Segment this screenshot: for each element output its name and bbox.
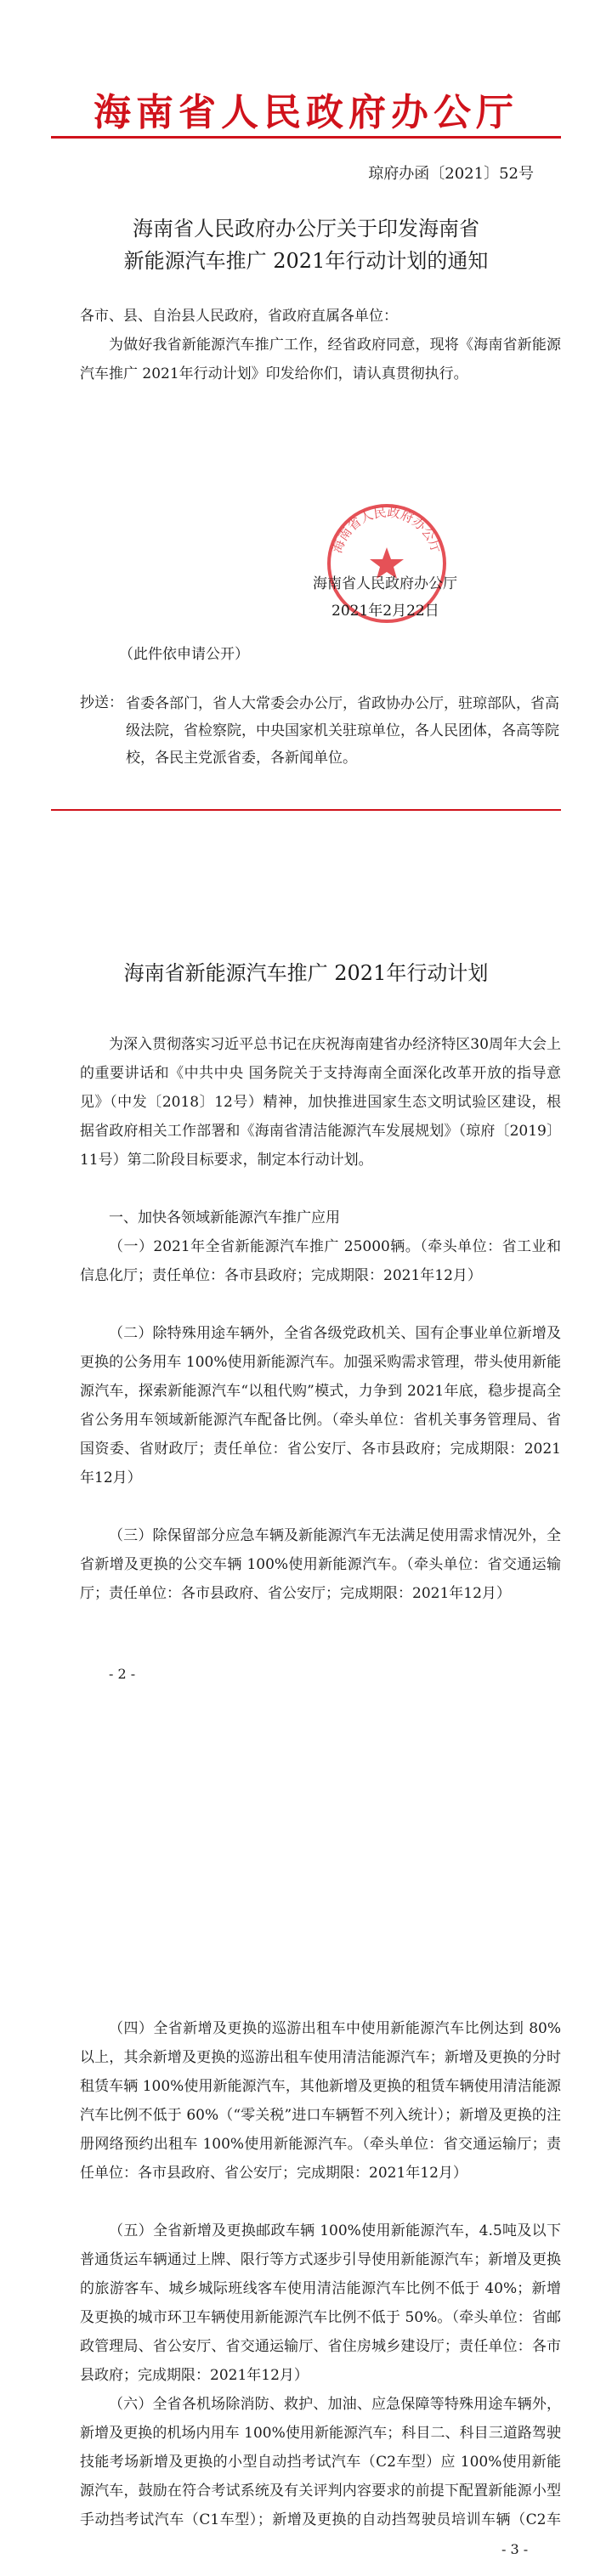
disclosure-note: （此件依申请公开） bbox=[119, 646, 249, 663]
notice-title-line2: 新能源汽车推广 2021年行动计划的通知 bbox=[123, 249, 489, 273]
plan-item-1: （一）2021年全省新能源汽车推广 25000辆。（牵头单位：省工业和信息化厅；责任单位：各市县政府；完成期限：2021年12月） bbox=[80, 1238, 561, 1284]
page-number-2: - 2 - bbox=[109, 1666, 136, 1682]
plan-item-4: （四）全省新增及更换的巡游出租车中使用新能源汽车比例达到 80%以上，其余新增及更换的巡游出租车使用清洁能源汽车；新增及更换的分时租赁车辆 100%使用新能源汽车，其他新增及更换的租赁车辆使用清洁能源汽车比例不低于 60%（“零关税”进口车辆暂不列入统计）；新增及更换的注册网络预约出租车 100%使用新能源汽车。（牵头单位：省交通运输厅；责任单位：各市县政府、省公安厅；完成期限：2021年12月） bbox=[80, 2020, 561, 2182]
notice-title bbox=[51, 212, 561, 277]
plan-intro: 为深入贯彻落实习近平总书记在庆祝海南建省办经济特区30周年大会上的重要讲话和《中共中央 国务院关于支持海南全面深化改革开放的指导意见》（中发〔2018〕12号）精神，加快推进国家生态文明试验区建设，根据省政府相关工作部署和《海南省清洁能源汽车发展规划》（琼府〔2019〕11号）第二阶段目标要求，制定本行动计划。 bbox=[80, 1036, 561, 1169]
plan-item-5: （五）全省新增及更换邮政车辆 100%使用新能源汽车，4.5吨及以下普通货运车辆通过上牌、限行等方式逐步引导使用新能源汽车；新增及更换的旅游客车、城乡城际班线客车使用清洁能源汽车比例不低于 40%；新增及更换的城市环卫车辆使用新能源汽车比例不低于 50%。（牵头单位：省邮政管理局、省公安厅、省交通运输厅、省住房城乡建设厅；责任单位：各市县政府；完成期限：2021年12月） bbox=[80, 2222, 561, 2384]
issuer-name: 海南省人民政府办公厅 bbox=[313, 575, 457, 592]
notice-body: 为做好我省新能源汽车推广工作，经省政府同意，现将《海南省新能源汽车推广 2021年行动计划》印发给你们，请认真贯彻执行。 bbox=[80, 337, 561, 382]
letterhead-divider bbox=[51, 136, 561, 139]
notice-title-line1: 海南省人民政府办公厅关于印发海南省 bbox=[133, 217, 479, 241]
cc-recipients: 省委各部门，省人大常委会办公厅，省政协办公厅，驻琼部队，省高级法院，省检察院，中央国家机关驻琼单位，各人民团体，各高等院校，各民主党派省委，各新闻单位。 bbox=[126, 695, 559, 767]
plan-title: 海南省新能源汽车推广 2021年行动计划 bbox=[123, 961, 489, 985]
cc-label: 抄送： bbox=[80, 694, 123, 711]
page-number-3: - 3 - bbox=[502, 2541, 529, 2557]
plan-item-3: （三）除保留部分应急车辆及新能源汽车无法满足使用需求情况外，全省新增及更换的公交车辆 100%使用新能源汽车。（牵头单位：省交通运输厅；责任单位：各市县政府、省公安厅；完成期限：2021年12月） bbox=[80, 1527, 561, 1602]
section-heading-1: 一、加快各领域新能源汽车推广应用 bbox=[109, 1209, 340, 1226]
plan-item-6: （六）全省各机场除消防、救护、加油、应急保障等特殊用途车辆外，新增及更换的机场内用车 100%使用新能源汽车；科目二、科目三道路驾驶技能考场新增及更换的小型自动挡考试汽车（C2车型）应 100%使用新能源汽车，鼓励在符合考试系统及有关评判内容要求的前提下配置新能源小型手动挡考试汽车（C1车型）；新增及更换的自动挡驾驶员培训车辆（C2车 bbox=[80, 2396, 561, 2528]
seal-text: 海南省人民政府办公厅 bbox=[329, 504, 445, 556]
salutation: 各市、县、自治县人民政府，省政府直属各单位： bbox=[80, 308, 398, 325]
bottom-divider bbox=[51, 809, 561, 811]
issue-date: 2021年2月22日 bbox=[332, 603, 439, 620]
letterhead-title: 海南省人民政府办公厅 bbox=[94, 91, 518, 134]
plan-item-2: （二）除特殊用途车辆外，全省各级党政机关、国有企事业单位新增及更换的公务用车 100%使用新能源汽车。加强采购需求管理，带头使用新能源汽车，探索新能源汽车“以租代购”模式，力争到 2021年底，稳步提高全省公务用车领域新能源汽车配备比例。（牵头单位：省机关事务管理局、省国资委、省财政厅；责任单位：省公安厅、各市县政府；完成期限：2021年12月） bbox=[80, 1325, 561, 1486]
document-number: 琼府办函〔2021〕52号 bbox=[368, 165, 534, 183]
